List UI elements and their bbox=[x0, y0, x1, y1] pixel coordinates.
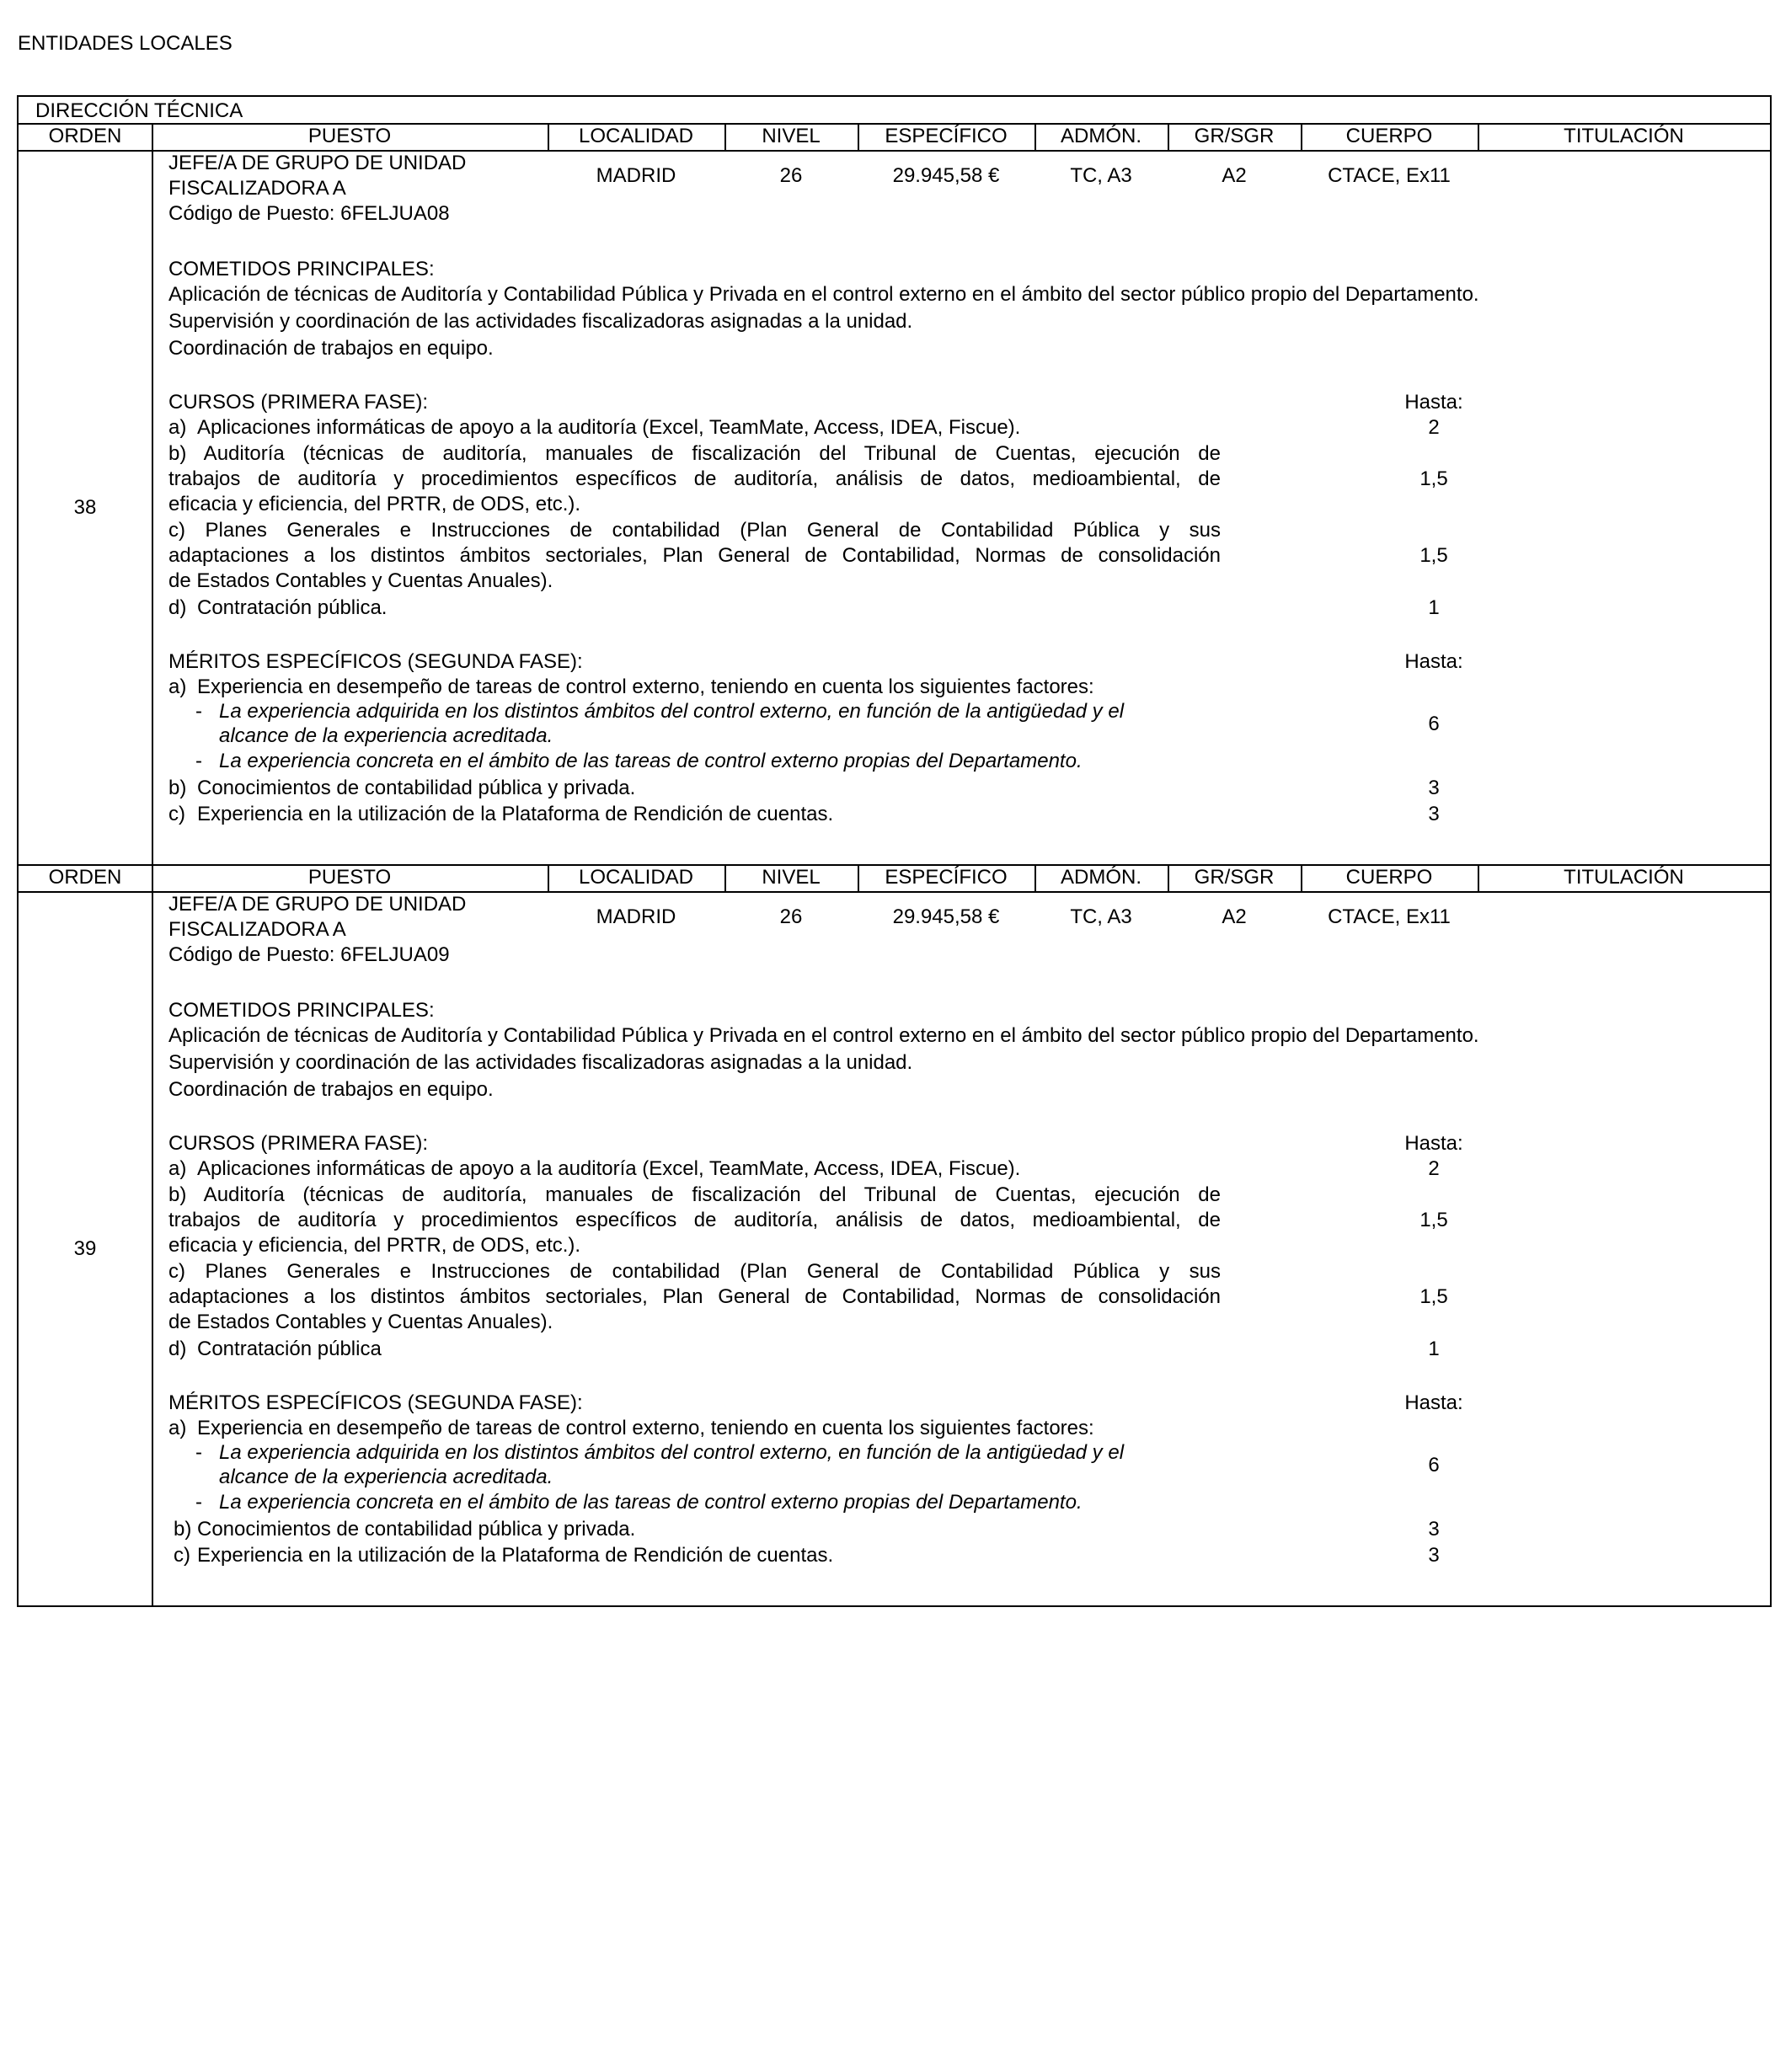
divider bbox=[152, 123, 153, 891]
curso-points: 1,5 bbox=[1419, 1285, 1448, 1308]
divider bbox=[724, 123, 726, 150]
positions-table bbox=[17, 95, 1772, 1607]
curso-text: de Estados Contables y Cuentas Anuales). bbox=[168, 1311, 553, 1333]
col-header-puesto: PUESTO bbox=[307, 125, 392, 147]
merito-factor: La experiencia adquirida en los distintos ámbitos del control externo, en función de la antigüedad y el bbox=[219, 1441, 1125, 1464]
col-header-puesto: PUESTO bbox=[307, 866, 392, 889]
col-header-grsgr: GR/SGR bbox=[1194, 125, 1275, 147]
cometido-line: Supervisión y coordinación de las actividades fiscalizadoras asignadas a la unidad. bbox=[168, 310, 913, 333]
cometido-line: Aplicación de técnicas de Auditoría y Contabilidad Pública y Privada en el control externo en el ámbito del sector público propio del Departamento. bbox=[168, 1024, 1479, 1047]
hasta-label: Hasta: bbox=[1404, 1132, 1463, 1155]
merito-points: 6 bbox=[1428, 1454, 1440, 1477]
cometidos-title: COMETIDOS PRINCIPALES: bbox=[168, 999, 435, 1022]
divider bbox=[1478, 864, 1479, 891]
cursos-title: CURSOS (PRIMERA FASE): bbox=[168, 391, 429, 414]
puesto-name: JEFE/A DE GRUPO DE UNIDAD bbox=[168, 152, 467, 174]
col-header-cuerpo: CUERPO bbox=[1345, 125, 1433, 147]
curso-text: adaptaciones a los distintos ámbitos sectoriales, Plan General de Contabilidad, Normas de consolidación bbox=[168, 1285, 1221, 1308]
curso-label: d) bbox=[168, 596, 187, 619]
col-header-especifico: ESPECÍFICO bbox=[885, 866, 1008, 889]
cometido-line: Coordinación de trabajos en equipo. bbox=[168, 337, 494, 360]
merito-points: 3 bbox=[1428, 1544, 1440, 1567]
merito-label: b) bbox=[168, 777, 187, 799]
curso-points: 1,5 bbox=[1419, 467, 1448, 490]
puesto-name: FISCALIZADORA A bbox=[168, 918, 346, 941]
curso-label: a) bbox=[168, 416, 187, 439]
col-header-admon: ADMÓN. bbox=[1061, 866, 1141, 889]
merito-points: 6 bbox=[1428, 713, 1440, 735]
puesto-name: JEFE/A DE GRUPO DE UNIDAD bbox=[168, 893, 467, 916]
divider bbox=[548, 123, 549, 150]
grsgr-value: A2 bbox=[1222, 164, 1247, 187]
puesto-code: Código de Puesto: 6FELJUA09 bbox=[168, 943, 450, 966]
merito-factor: La experiencia adquirida en los distintos ámbitos del control externo, en función de la antigüedad y el bbox=[219, 700, 1125, 723]
divider bbox=[1168, 864, 1169, 891]
col-header-localidad: LOCALIDAD bbox=[578, 125, 694, 147]
section-title: DIRECCIÓN TÉCNICA bbox=[35, 99, 243, 122]
hasta-label: Hasta: bbox=[1404, 391, 1463, 414]
curso-label: d) bbox=[168, 1338, 187, 1360]
meritos-title: MÉRITOS ESPECÍFICOS (SEGUNDA FASE): bbox=[168, 1391, 583, 1414]
bullet-dash: - bbox=[195, 750, 202, 772]
curso-text: eficacia y eficiencia, del PRTR, de ODS, etc.). bbox=[168, 493, 581, 515]
curso-text: de Estados Contables y Cuentas Anuales). bbox=[168, 569, 553, 592]
curso-text: c) Planes Generales e Instrucciones de contabilidad (Plan General de Contabilidad Pública y sus bbox=[168, 519, 1221, 542]
divider bbox=[1301, 864, 1302, 891]
merito-label: c) bbox=[174, 1544, 190, 1567]
merito-points: 3 bbox=[1428, 777, 1440, 799]
orden-number: 38 bbox=[73, 496, 97, 519]
cometido-line: Coordinación de trabajos en equipo. bbox=[168, 1078, 494, 1101]
merito-text: Experiencia en desempeño de tareas de control externo, teniendo en cuenta los siguientes factores: bbox=[197, 1417, 1094, 1439]
bullet-dash: - bbox=[195, 1491, 202, 1514]
localidad-value: MADRID bbox=[596, 164, 676, 187]
puesto-code: Código de Puesto: 6FELJUA08 bbox=[168, 202, 450, 225]
curso-text: Aplicaciones informáticas de apoyo a la auditoría (Excel, TeamMate, Access, IDEA, Fiscue). bbox=[197, 1157, 1021, 1180]
col-header-localidad: LOCALIDAD bbox=[578, 866, 694, 889]
divider bbox=[152, 891, 153, 1607]
merito-factor: alcance de la experiencia acreditada. bbox=[219, 724, 553, 747]
meritos-title: MÉRITOS ESPECÍFICOS (SEGUNDA FASE): bbox=[168, 650, 583, 673]
curso-text: adaptaciones a los distintos ámbitos sectoriales, Plan General de Contabilidad, Normas de consolidación bbox=[168, 544, 1221, 567]
col-header-nivel: NIVEL bbox=[762, 866, 821, 889]
cuerpo-value: CTACE, Ex11 bbox=[1328, 905, 1451, 928]
curso-points: 1,5 bbox=[1419, 544, 1448, 567]
merito-text: Experiencia en la utilización de la Plataforma de Rendición de cuentas. bbox=[197, 803, 834, 825]
divider bbox=[1301, 123, 1302, 150]
cometido-line: Supervisión y coordinación de las actividades fiscalizadoras asignadas a la unidad. bbox=[168, 1051, 913, 1074]
hasta-label: Hasta: bbox=[1404, 650, 1463, 673]
curso-text: Contratación pública bbox=[197, 1338, 382, 1360]
curso-points: 2 bbox=[1428, 416, 1440, 439]
page-title: ENTIDADES LOCALES bbox=[18, 32, 233, 55]
merito-text: Experiencia en desempeño de tareas de control externo, teniendo en cuenta los siguientes factores: bbox=[197, 676, 1094, 698]
merito-text: Conocimientos de contabilidad pública y privada. bbox=[197, 1518, 636, 1541]
merito-points: 3 bbox=[1428, 803, 1440, 825]
curso-text: eficacia y eficiencia, del PRTR, de ODS, etc.). bbox=[168, 1234, 581, 1257]
divider bbox=[724, 864, 726, 891]
nivel-value: 26 bbox=[779, 905, 803, 928]
curso-points: 1 bbox=[1428, 1338, 1440, 1360]
bullet-dash: - bbox=[195, 1441, 202, 1464]
col-header-admon: ADMÓN. bbox=[1061, 125, 1141, 147]
curso-text: c) Planes Generales e Instrucciones de contabilidad (Plan General de Contabilidad Pública y sus bbox=[168, 1260, 1221, 1283]
admon-value: TC, A3 bbox=[1070, 905, 1132, 928]
curso-points: 2 bbox=[1428, 1157, 1440, 1180]
curso-text: trabajos de auditoría y procedimientos específicos de auditoría, análisis de datos, medioambiental, de bbox=[168, 1209, 1221, 1231]
curso-text: Aplicaciones informáticas de apoyo a la auditoría (Excel, TeamMate, Access, IDEA, Fiscue). bbox=[197, 416, 1021, 439]
col-header-orden: ORDEN bbox=[48, 866, 122, 889]
divider bbox=[858, 864, 859, 891]
curso-text: trabajos de auditoría y procedimientos específicos de auditoría, análisis de datos, medioambiental, de bbox=[168, 467, 1221, 490]
merito-factor: La experiencia concreta en el ámbito de las tareas de control externo propias del Departamento. bbox=[219, 750, 1083, 772]
especifico-value: 29.945,58 € bbox=[892, 164, 1000, 187]
cometido-line: Aplicación de técnicas de Auditoría y Contabilidad Pública y Privada en el control externo en el ámbito del sector público propio del Departamento. bbox=[168, 283, 1479, 306]
puesto-name: FISCALIZADORA A bbox=[168, 177, 346, 200]
col-header-especifico: ESPECÍFICO bbox=[885, 125, 1008, 147]
nivel-value: 26 bbox=[779, 164, 803, 187]
curso-text: Contratación pública. bbox=[197, 596, 388, 619]
divider bbox=[1035, 864, 1036, 891]
merito-factor: La experiencia concreta en el ámbito de las tareas de control externo propias del Departamento. bbox=[219, 1491, 1083, 1514]
divider bbox=[1035, 123, 1036, 150]
merito-factor: alcance de la experiencia acreditada. bbox=[219, 1466, 553, 1488]
cursos-title: CURSOS (PRIMERA FASE): bbox=[168, 1132, 429, 1155]
divider bbox=[858, 123, 859, 150]
merito-label: a) bbox=[168, 676, 187, 698]
merito-text: Experiencia en la utilización de la Plataforma de Rendición de cuentas. bbox=[197, 1544, 834, 1567]
curso-points: 1 bbox=[1428, 596, 1440, 619]
divider bbox=[548, 864, 549, 891]
merito-label: a) bbox=[168, 1417, 187, 1439]
cometidos-title: COMETIDOS PRINCIPALES: bbox=[168, 258, 435, 280]
admon-value: TC, A3 bbox=[1070, 164, 1132, 187]
divider bbox=[1168, 123, 1169, 150]
bullet-dash: - bbox=[195, 700, 202, 723]
curso-text: b) Auditoría (técnicas de auditoría, manuales de fiscalización del Tribunal de Cuentas, ejecución de bbox=[168, 1183, 1221, 1206]
col-header-grsgr: GR/SGR bbox=[1194, 866, 1275, 889]
merito-text: Conocimientos de contabilidad pública y privada. bbox=[197, 777, 636, 799]
merito-label: c) bbox=[168, 803, 185, 825]
orden-number: 39 bbox=[73, 1237, 97, 1260]
col-header-titulacion: TITULACIÓN bbox=[1564, 125, 1684, 147]
col-header-titulacion: TITULACIÓN bbox=[1564, 866, 1684, 889]
especifico-value: 29.945,58 € bbox=[892, 905, 1000, 928]
grsgr-value: A2 bbox=[1222, 905, 1247, 928]
col-header-nivel: NIVEL bbox=[762, 125, 821, 147]
localidad-value: MADRID bbox=[596, 905, 676, 928]
merito-points: 3 bbox=[1428, 1518, 1440, 1541]
curso-points: 1,5 bbox=[1419, 1209, 1448, 1231]
curso-label: a) bbox=[168, 1157, 187, 1180]
cuerpo-value: CTACE, Ex11 bbox=[1328, 164, 1451, 187]
divider bbox=[1478, 123, 1479, 150]
hasta-label: Hasta: bbox=[1404, 1391, 1463, 1414]
col-header-cuerpo: CUERPO bbox=[1345, 866, 1433, 889]
merito-label: b) bbox=[174, 1518, 192, 1541]
col-header-orden: ORDEN bbox=[48, 125, 122, 147]
curso-text: b) Auditoría (técnicas de auditoría, manuales de fiscalización del Tribunal de Cuentas, ejecución de bbox=[168, 442, 1221, 465]
